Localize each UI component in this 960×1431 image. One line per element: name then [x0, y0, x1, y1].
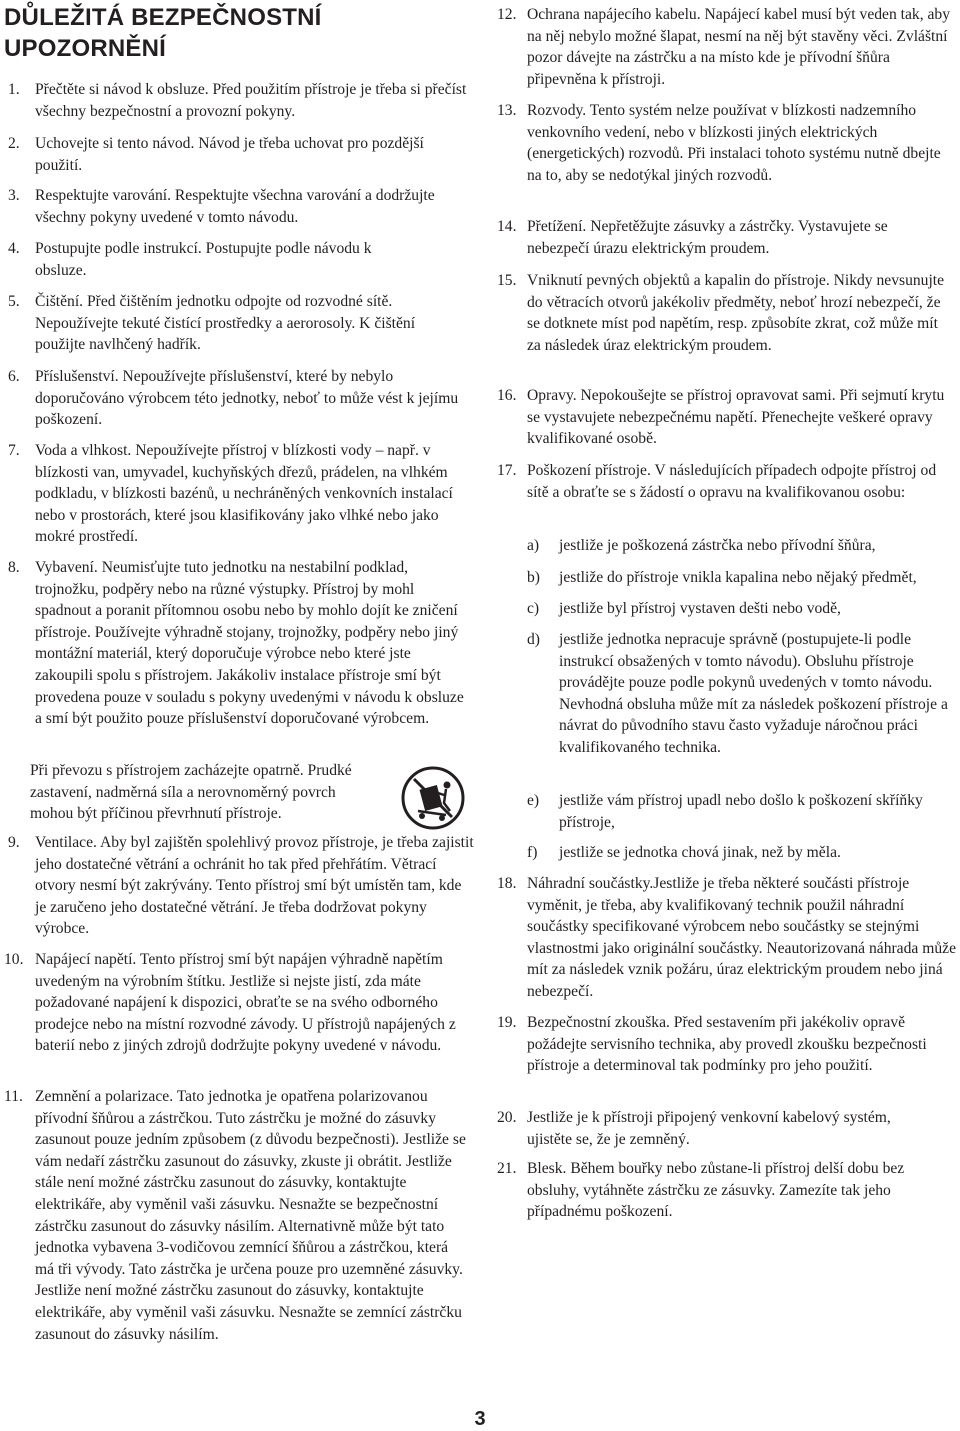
- transport-note: Při převozu s přístrojem zacházejte opatrně. Prudké zastavení, nadměrná síla a nerovnoměrný povrch mohou být příčinou převrhnutí přístroje.: [30, 762, 352, 823]
- item-number: 5.: [8, 293, 20, 310]
- item-number: 18.: [497, 875, 517, 892]
- item-number: 20.: [497, 1109, 517, 1126]
- item-text: Rozvody. Tento systém nelze používat v blízkosti nadzemního venkovního vedení, nebo v blízkosti jiných elektrických (energetických) rozvodů. Při instalaci tohoto systému nutně dbejte na to, aby se nedotýkal jiných rozvodů.: [527, 102, 941, 184]
- item-text: Zemnění a polarizace. Tato jednotka je opatřena polarizovanou přívodní šňůrou a zástrčkou. Tuto zástrčku je možné do zásuvky zasunout pouze jedním způsobem (z důvodu bezpečnosti). Jestliže se vám nedaří zástrčku zasunout do zásuvky, zkuste ji obrátit. Jestliže stále není možné zástrčku zasunout do zásuvky, kontaktujte elektrikáře, aby vyměnil vaši zásuvku. Nesnažte se bezpečnostní zástrčku zasunout do zásuvky násilím. Alternativně může být tato jednotka vybavena 3-vodičovou zemnící šňůrou a zástrčkou, která má tři vývody. Tato zástrčka je určena pouze pro uzemněné zásuvky. Jestliže není možné zástrčku zasunout do zásuvky, kontaktujte elektrikáře, aby vyměnil vaši zásuvku. Nesnažte se zemnící zástrčku zasunout do zásuvky násilím.: [35, 1088, 466, 1343]
- item-text: Uchovejte si tento návod. Návod je třeba uchovat pro pozdější použití.: [35, 135, 424, 174]
- sub-item-text: jestliže jednotka nepracuje správně (postupujete-li podle instrukcí obsažených v tomto návodu). Obsluhu přístroje provádějte pouze podle pokynů uvedených v tomto návodu. Nevhodná obsluha může mít za následek poškození přístroje a návrat do původního stavu často vyžaduje náročnou práci kvalifikovaného technika.: [559, 631, 948, 756]
- item-text: Opravy. Nepokoušejte se přístroj opravovat sami. Při sejmutí krytu se vystavujete nebezpečnému napětí. Přenechejte veškeré opravy kvalifikované osobě.: [527, 387, 945, 448]
- item-number: 12.: [497, 6, 517, 23]
- item-text: Respektujte varování. Respektujte všechna varování a dodržujte všechny pokyny uvedené v tomto návodu.: [35, 187, 435, 226]
- sub-item-text: jestliže do přístroje vnikla kapalina nebo nějaký předmět,: [559, 569, 917, 586]
- item-number: 3.: [8, 187, 20, 204]
- item-text: Napájecí napětí. Tento přístroj smí být napájen výhradně napětím uvedeným na výrobním štítku. Jestliže si nejste jistí, zda máte požadované napájení k dispozici, obraťte se na svého odborného prodejce nebo na místní rozvodné závody. U přístrojů napájených z baterií nebo z jiných zdrojů dodržujte pokyny uvedené v návodu.: [35, 951, 456, 1055]
- sub-item-text: jestliže se jednotka chová jinak, než by měla.: [559, 844, 841, 861]
- sub-item-letter: d): [527, 631, 540, 648]
- sub-item-letter: e): [527, 792, 540, 809]
- item-number: 8.: [8, 559, 20, 576]
- item-text: Náhradní součástky.Jestliže je třeba některé součásti přístroje vyměnit, je třeba, aby kvalifikovaný technik použil náhradní součástky specifikované výrobcem nebo součástky se stejnými vlastnostmi jako originální součástky. Neautorizovaná náhrada může mít za následek vznik požáru, úraz elektrickým proudem nebo jiná nebezpečí.: [527, 875, 956, 1000]
- item-text: Přečtěte si návod k obsluze. Před použitím přístroje je třeba si přečíst všechny bezpečnostní a provozní pokyny.: [35, 81, 467, 120]
- item-text: Bezpečnostní zkouška. Před sestavením při jakékoliv opravě požádejte servisního technika, aby provedl zkoušku bezpečnosti přístroje a determinoval tak podmínky pro jeho použití.: [527, 1014, 927, 1075]
- item-number: 7.: [8, 442, 20, 459]
- sub-item-text: jestliže vám přístroj upadl nebo došlo k poškození skříňky přístroje,: [559, 792, 923, 831]
- page-title: DŮLEŽITÁ BEZPEČNOSTNÍ UPOZORNĚNÍ: [4, 4, 322, 62]
- sub-item-text: jestliže byl přístroj vystaven dešti nebo vodě,: [559, 600, 841, 617]
- item-text: Postupujte podle instrukcí. Postupujte podle návodu k obsluze.: [35, 240, 372, 279]
- item-number: 6.: [8, 368, 20, 385]
- item-text: Ventilace. Aby byl zajištěn spolehlivý provoz přístroje, je třeba zajistit jeho dostatečné větrání a ochránit ho tak před přehřátím. Větrací otvory nesmí být zakrývány. Tento přístroj smí být umístěn tam, kde je zaručeno jeho dostatečné větrání. Je třeba dodržovat pokyny výrobce.: [35, 834, 474, 938]
- item-text: Příslušenství. Nepoužívejte příslušenství, které by nebylo doporučováno výrobcem této jednotky, neboť to může vést k jejímu poškození.: [35, 368, 459, 429]
- item-number: 15.: [497, 272, 517, 289]
- item-text: Čištění. Před čištěním jednotku odpojte od rozvodné sítě. Nepoužívejte tekuté čistící prostředky a aerorosoly. K čištění použijte navlhčený hadřík.: [35, 293, 416, 354]
- sub-item-text: jestliže je poškozená zástrčka nebo přívodní šňůra,: [559, 537, 876, 554]
- cart-tip-over-warning-icon: [400, 765, 466, 831]
- sub-item-letter: c): [527, 600, 540, 617]
- item-number: 21.: [497, 1160, 517, 1177]
- item-number: 10.: [4, 951, 24, 968]
- item-text: Poškození přístroje. V následujících případech odpojte přístroj od sítě a obraťte se s žádostí o opravu na kvalifikovanou osobu:: [527, 462, 937, 501]
- item-number: 19.: [497, 1014, 517, 1031]
- item-number: 16.: [497, 387, 517, 404]
- sub-item-letter: b): [527, 569, 540, 586]
- item-text: Jestliže je k přístroji připojený venkovní kabelový systém, ujistěte se, že je zemněný.: [527, 1109, 891, 1148]
- item-number: 2.: [8, 135, 20, 152]
- sub-item-letter: f): [527, 844, 538, 861]
- page-number: 3: [474, 1408, 486, 1430]
- item-number: 1.: [8, 81, 20, 98]
- sub-item-letter: a): [527, 537, 540, 554]
- item-text: Vybavení. Neumisťujte tuto jednotku na nestabilní podklad, trojnožku, podpěry nebo na různé výstupky. Přístroj by mohl spadnout a poranit přítomnou osobu nebo by mohlo dojít ke zničení přístroje. Používejte výhradně stojany, trojnožky, podpěry nebo jiný montážní materiál, který doporučuje výrobce nebo které jste zakoupili spolu s přístrojem. Jakákoliv instalace přístroje smí být provedena pouze v souladu s pokyny uvedenými v návodu k obsluze a smí být použito pouze příslušenství doporučované výrobcem.: [35, 559, 464, 728]
- item-number: 17.: [497, 462, 517, 479]
- item-text: Blesk. Během bouřky nebo zůstane-li přístroj delší dobu bez obsluhy, vytáhněte zástrčku ze zásuvky. Zamezíte tak jeho případnému poškození.: [527, 1160, 905, 1221]
- item-number: 11.: [4, 1088, 23, 1105]
- item-text: Přetížení. Nepřetěžujte zásuvky a zástrčky. Vystavujete se nebezpečí úrazu elektrickým proudem.: [527, 218, 888, 257]
- item-number: 9.: [8, 834, 20, 851]
- item-number: 14.: [497, 218, 517, 235]
- item-text: Vniknutí pevných objektů a kapalin do přístroje. Nikdy nevsunujte do větracích otvorů jakékoliv předměty, neboť hrozí nebezpečí, že se dotknete míst pod napětím, resp. způsobíte zkrat, což může mít za následek úraz elektrickým proudem.: [527, 272, 945, 354]
- item-number: 13.: [497, 102, 517, 119]
- item-text: Ochrana napájecího kabelu. Napájecí kabel musí být veden tak, aby na něj nebylo možné šlapat, nesmí na něj být stavěny věci. Zvláštní pozor dávejte na zástrčku a na místo kde je přívodní šňůra připevněna k přístroji.: [527, 6, 951, 88]
- item-number: 4.: [8, 240, 20, 257]
- item-text: Voda a vlhkost. Nepoužívejte přístroj v blízkosti vody – např. v blízkosti van, umyvadel, kuchyňských dřezů, prádelen, na vlhkém podkladu, v blízkosti bazénů, u nechráněných venkovních instalací nebo v prostorách, které jsou klasifikovány jako vlhké nebo jako mokré prostředí.: [35, 442, 453, 546]
